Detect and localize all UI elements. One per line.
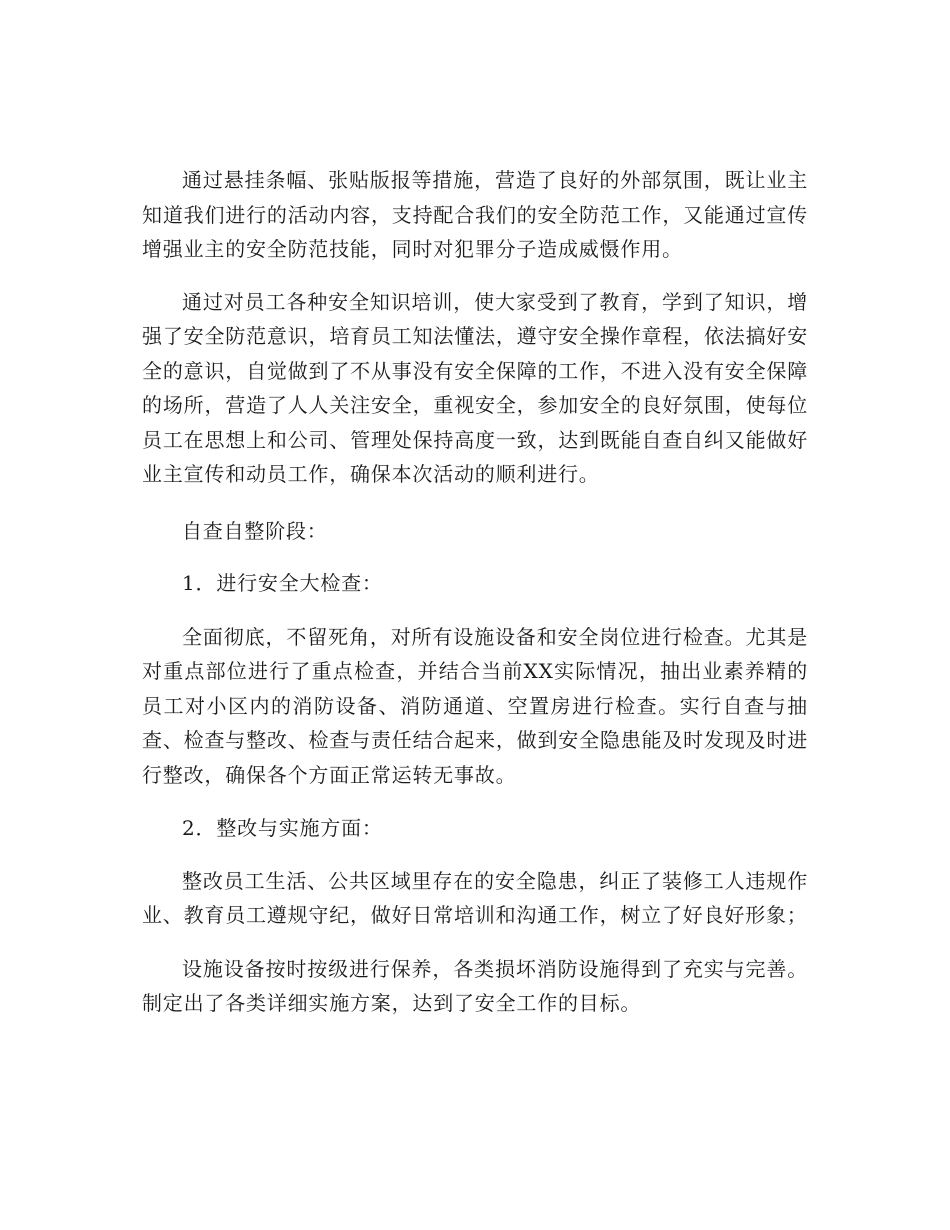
paragraph-rectification-details: 整改员工生活、公共区域里存在的安全隐患，纠正了装修工人违规作业、教育员工遵规守纪，做好日常培训和沟通工作，树立了好良好形象； (142, 868, 808, 927)
subheading-safety-inspection: 1．进行安全大检查： (182, 571, 383, 595)
paragraph-inspection-details: 全面彻底，不留死角，对所有设施设备和安全岗位进行检查。尤其是对重点部位进行了重点检查，并结合当前XX实际情况，抽出业素养精的员工对小区内的消防设备、消防通道、空置房进行检查。实行自查与抽查、检查与整改、检查与责任结合起来，做到安全隐患能及时发现及时进行整改，确保各个方面正常运转无事故。 (142, 624, 808, 787)
section-heading-self-inspection: 自查自整阶段： (182, 518, 328, 543)
subheading-rectification: 2．整改与实施方面： (182, 816, 383, 840)
paragraph-publicity: 通过悬挂条幅、张贴版报等措施，营造了良好的外部氛围，既让业主知道我们进行的活动内容，支持配合我们的安全防范工作，又能通过宣传增强业主的安全防范技能，同时对犯罪分子造成威慑作用。 (142, 168, 808, 261)
paragraph-maintenance: 设施设备按时按级进行保养，各类损坏消防设施得到了充实与完善。制定出了各类详细实施方案，达到了安全工作的目标。 (142, 956, 808, 1015)
paragraph-training: 通过对员工各种安全知识培训，使大家受到了教育，学到了知识，增强了安全防范意识，培育员工知法懂法，遵守安全操作章程，依法搞好安全的意识，自觉做到了不从事没有安全保障的工作，不进入没有安全保障的场所，营造了人人关注安全，重视安全，参加安全的良好氛围，使每位员工在思想上和公司、管理处保持高度一致，达到既能自查自纠又能做好业主宣传和动员工作，确保本次活动的顺利进行。 (142, 289, 808, 486)
